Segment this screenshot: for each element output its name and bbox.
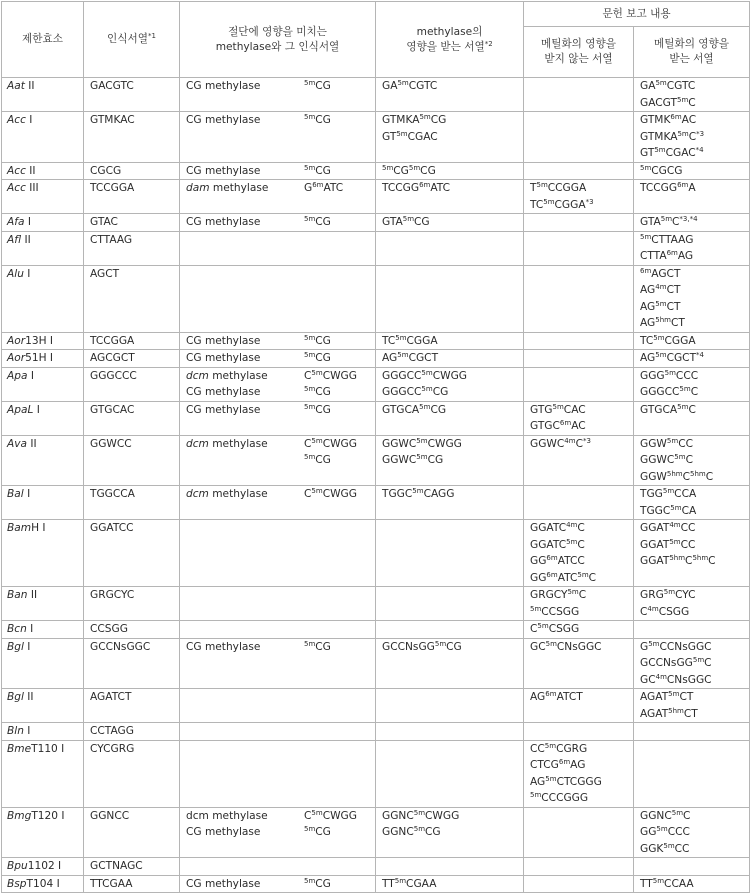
sequence: $G^{5m}CCNsGGC$	[640, 639, 712, 653]
recognition-sequence: CGCG	[84, 162, 180, 180]
recognition-sequence: CYCGRG	[84, 740, 180, 807]
literature-not-affected	[524, 231, 634, 265]
sequence: $GGW^{5m}CC$	[640, 436, 693, 450]
literature-affected	[634, 162, 750, 180]
sequence: $^{5m}$CG	[304, 351, 331, 364]
header-methylase: 절단에 영향을 미치는 methylase와 그 인식서열	[180, 2, 376, 78]
sequence: $^{5m}$CGCG	[640, 163, 683, 177]
recognition-sequence: GGATCC	[84, 520, 180, 587]
sequence: $C^{5m}CSGG$	[530, 622, 580, 635]
methylase-name: dcm methylase	[186, 369, 268, 382]
literature-not-affected	[524, 689, 634, 723]
table-row	[2, 587, 750, 621]
recognition-sequence: GCTNAGC	[84, 858, 180, 876]
methylase-cell	[180, 520, 376, 587]
methylase-cell	[180, 214, 376, 232]
literature-not-affected	[524, 740, 634, 807]
recognition-sequence: GRGCYC	[84, 587, 180, 621]
literature-not-affected	[524, 367, 634, 401]
sequence: $GTMK^{6m}AC$	[640, 113, 697, 126]
recognition-sequence: AGATCT	[84, 689, 180, 723]
sequence: $GGNC^{5m}CG$	[382, 825, 441, 838]
methylase-name: CG methylase	[186, 352, 261, 364]
sequence: $AGAT^{5m}CT$	[640, 690, 694, 703]
recognition-sequence: TTCGAA	[84, 875, 180, 893]
affected-sequence	[376, 78, 524, 112]
sequence: GCCNsGG$^{5m}$C	[640, 656, 712, 669]
literature-not-affected	[524, 638, 634, 689]
recognition-sequence: GTAC	[84, 214, 180, 232]
sequence: $^{5m}$CG	[304, 79, 331, 92]
note-2: *2	[484, 39, 493, 48]
literature-affected	[634, 231, 750, 265]
sequence: $GRGCY^{5m}C$	[530, 588, 587, 601]
affected-sequence	[376, 875, 524, 893]
sequence: $^{5m}$CG	[304, 825, 331, 838]
sequence: $GGAT^{4m}CC$	[640, 521, 696, 534]
literature-not-affected	[524, 875, 634, 893]
sequence: $AG^{5m}CGCT$	[382, 351, 439, 364]
sequence: $C^{5m}CWGG$	[304, 368, 357, 382]
enzyme-name: BspT104 I	[2, 875, 84, 893]
literature-affected	[634, 638, 750, 689]
table-row	[2, 723, 750, 741]
methylase-cell	[180, 350, 376, 368]
enzyme-name: Apa I	[2, 367, 84, 401]
affected-sequence	[376, 486, 524, 520]
literature-affected	[634, 78, 750, 112]
enzyme-name: Bgl I	[2, 638, 84, 689]
sequence: $GA^{5m}CGTC$	[382, 79, 438, 92]
sequence: $^{5m}$CG	[304, 163, 331, 177]
affected-sequence	[376, 435, 524, 486]
enzyme-name: ApaL I	[2, 401, 84, 435]
methylase-cell	[180, 332, 376, 350]
methylase-name: dcm methylase	[186, 437, 268, 450]
sequence: $GC^{5m}CNsGGC$	[530, 639, 602, 653]
sequence: $^{5m}$CG	[304, 876, 331, 890]
recognition-sequence: GGWCC	[84, 435, 180, 486]
literature-not-affected	[524, 486, 634, 520]
methylase-name: CG methylase	[186, 114, 261, 126]
sequence: $GGWC^{5m}CWGG$	[382, 436, 462, 450]
recognition-sequence: CTTAAG	[84, 231, 180, 265]
sequence: $^{6m}$AGCT	[640, 266, 681, 280]
literature-affected	[634, 332, 750, 350]
literature-affected	[634, 350, 750, 368]
literature-affected	[634, 689, 750, 723]
header-enzyme: 제한효소	[2, 2, 84, 78]
sequence: $GTMKA^{5m}C^{*3}$	[640, 129, 705, 143]
affected-sequence	[376, 520, 524, 587]
affected-sequence	[376, 180, 524, 214]
header-not-affected: 메틸화의 영향을 받지 않는 서열	[524, 27, 634, 78]
sequence: $^{5m}$CG	[304, 402, 331, 416]
sequence: $C^{4m}CSGG$	[640, 604, 690, 618]
sequence: $C^{5m}CWGG$	[304, 808, 357, 822]
table-row	[2, 740, 750, 807]
table-row	[2, 689, 750, 723]
methylase-cell	[180, 162, 376, 180]
enzyme-name: Bcn I	[2, 621, 84, 639]
header-recognition: 인식서열$^{*1}$	[84, 2, 180, 78]
literature-not-affected	[524, 180, 634, 214]
methylase-cell	[180, 807, 376, 858]
recognition-sequence: TGGCCA	[84, 486, 180, 520]
affected-sequence	[376, 162, 524, 180]
methylase-name: CG methylase	[186, 877, 261, 890]
sequence: $GGGCC^{5m}C$	[640, 385, 699, 398]
recognition-sequence: GTMKAC	[84, 112, 180, 163]
recognition-sequence: CCSGG	[84, 621, 180, 639]
sequence: $GRG^{5m}CYC$	[640, 588, 696, 601]
methylase-cell	[180, 740, 376, 807]
enzyme-name: Afl II	[2, 231, 84, 265]
recognition-sequence: GCCNsGGC	[84, 638, 180, 689]
methylase-cell	[180, 875, 376, 893]
literature-not-affected	[524, 587, 634, 621]
sequence: $TC^{5m}CGGA$	[382, 333, 438, 347]
sequence: $GT^{5m}CGAC^{*4}$	[640, 146, 704, 159]
affected-sequence	[376, 401, 524, 435]
sequence: $GG^{5m}CCC$	[640, 825, 690, 838]
methylase-cell	[180, 435, 376, 486]
sequence: $G^{6m}ATC$	[304, 181, 344, 194]
sequence: $GGATC^{4m}C$	[530, 521, 585, 534]
sequence: $GG^{6m}ATC^{5m}C$	[530, 570, 597, 584]
methylase-cell	[180, 265, 376, 332]
enzyme-name: BmgT120 I	[2, 807, 84, 858]
sequence: $^{5m}$CG	[304, 453, 331, 466]
table-row	[2, 875, 750, 893]
table-row	[2, 265, 750, 332]
note-1: *1	[147, 32, 156, 40]
sequence: $GG^{6m}ATCC$	[530, 554, 585, 567]
enzyme-name: Bal I	[2, 486, 84, 520]
literature-affected	[634, 180, 750, 214]
methylation-sensitivity-table	[1, 1, 750, 893]
methylase-name	[186, 452, 304, 469]
sequence: $TGGC^{5m}CAGG$	[382, 487, 455, 500]
methylase-cell	[180, 78, 376, 112]
affected-sequence	[376, 350, 524, 368]
table-row	[2, 401, 750, 435]
recognition-sequence: AGCGCT	[84, 350, 180, 368]
sequence: $^{5m}$CG	[304, 385, 331, 398]
sequence: $AG^{5hm}CT$	[640, 316, 685, 329]
sequence: $^{5m}$CG	[304, 333, 331, 347]
sequence: $GTG^{5m}CAC$	[530, 402, 586, 416]
methylase-name: dcm methylase	[186, 488, 268, 500]
table-row	[2, 486, 750, 520]
affected-sequence	[376, 231, 524, 265]
sequence: $T^{5m}CCGGA$	[530, 181, 587, 194]
sequence: $AG^{4m}CT$	[640, 283, 681, 296]
sequence: $AG^{6m}ATCT$	[530, 690, 583, 703]
table-row	[2, 332, 750, 350]
table-row	[2, 162, 750, 180]
methylase-name: CG methylase	[186, 164, 261, 177]
literature-affected	[634, 214, 750, 232]
enzyme-name: BamH I	[2, 520, 84, 587]
sequence: $TCCGG^{6m}A$	[640, 181, 696, 194]
recognition-sequence: GGNCC	[84, 807, 180, 858]
literature-not-affected	[524, 435, 634, 486]
literature-affected	[634, 486, 750, 520]
sequence: $^{5m}$CTTAAG	[640, 232, 694, 246]
recognition-sequence: GACGTC	[84, 78, 180, 112]
enzyme-name: Bgl II	[2, 689, 84, 723]
affected-sequence	[376, 214, 524, 232]
table-row	[2, 638, 750, 689]
sequence: $AG^{5m}CGCT^{*4}$	[640, 351, 705, 364]
sequence: $GTGC^{6m}AC$	[530, 419, 586, 432]
literature-not-affected	[524, 112, 634, 163]
methylase-name: CG methylase	[186, 80, 261, 92]
sequence: $CTCG^{6m}AG$	[530, 758, 586, 771]
methylase-cell	[180, 638, 376, 689]
affected-sequence	[376, 621, 524, 639]
methylase-name: CG methylase	[186, 216, 261, 228]
enzyme-name: Aor51H I	[2, 350, 84, 368]
methylase-name: dam methylase	[186, 182, 269, 194]
sequence: $GTGCA^{5m}C$	[640, 402, 696, 416]
sequence: $GGWC^{4m}C^{*3}$	[530, 436, 591, 450]
enzyme-name: Ban II	[2, 587, 84, 621]
literature-affected	[634, 875, 750, 893]
sequence: $GTA^{5m}CG$	[382, 215, 430, 228]
table-row	[2, 231, 750, 265]
literature-affected	[634, 435, 750, 486]
literature-not-affected	[524, 723, 634, 741]
recognition-sequence: GTGCAC	[84, 401, 180, 435]
table-row	[2, 435, 750, 486]
recognition-sequence: TCCGGA	[84, 332, 180, 350]
methylase-cell	[180, 180, 376, 214]
literature-not-affected	[524, 265, 634, 332]
enzyme-name: BmeT110 I	[2, 740, 84, 807]
literature-affected	[634, 858, 750, 876]
literature-affected	[634, 723, 750, 741]
sequence: GCCNsGG$^{5m}$CG	[382, 639, 462, 653]
affected-sequence	[376, 332, 524, 350]
literature-affected	[634, 621, 750, 639]
literature-not-affected	[524, 214, 634, 232]
literature-affected	[634, 265, 750, 332]
sequence: $^{5m}$CCCGGG	[530, 791, 589, 804]
recognition-sequence: AGCT	[84, 265, 180, 332]
recognition-sequence: CCTAGG	[84, 723, 180, 741]
methylase-cell	[180, 231, 376, 265]
sequence: $GGGCC^{5m}CG$	[382, 385, 449, 398]
enzyme-name: Bpu1102 I	[2, 858, 84, 876]
literature-not-affected	[524, 807, 634, 858]
sequence: $CTTA^{6m}AG$	[640, 249, 694, 262]
sequence: $GGW^{5hm}C^{5hm}C$	[640, 469, 714, 483]
table-row	[2, 214, 750, 232]
table-row	[2, 180, 750, 214]
methylase-cell	[180, 723, 376, 741]
literature-not-affected	[524, 78, 634, 112]
enzyme-name: Aat II	[2, 78, 84, 112]
methylase-name: CG methylase	[186, 386, 261, 398]
literature-affected	[634, 740, 750, 807]
table-row	[2, 621, 750, 639]
affected-sequence	[376, 740, 524, 807]
methylase-cell	[180, 112, 376, 163]
methylase-cell	[180, 689, 376, 723]
sequence: $GGK^{5m}CC$	[640, 841, 690, 855]
header-affected-literature: 메틸화의 영향을 받는 서열	[634, 27, 750, 78]
affected-sequence	[376, 858, 524, 876]
header-affected: methylase의 영향을 받는 서열$^{*2}$	[376, 2, 524, 78]
methylase-name: dcm methylase	[186, 809, 268, 822]
enzyme-name: Ava II	[2, 435, 84, 486]
methylase-name: CG methylase	[186, 826, 261, 838]
table-row	[2, 350, 750, 368]
sequence: $C^{5m}CWGG$	[304, 487, 357, 500]
table-row	[2, 858, 750, 876]
sequence: $^{5m}$CG	[304, 113, 331, 126]
sequence: $CC^{5m}CGRG$	[530, 741, 588, 755]
sequence: $GACGT^{5m}C$	[640, 95, 696, 109]
affected-sequence	[376, 367, 524, 401]
sequence: $GGNC^{5m}CWGG$	[382, 808, 460, 822]
methylase-cell	[180, 621, 376, 639]
affected-sequence	[376, 689, 524, 723]
literature-not-affected	[524, 401, 634, 435]
literature-not-affected	[524, 332, 634, 350]
sequence: $TGG^{5m}CCA$	[640, 487, 697, 500]
sequence: $GTGCA^{5m}CG$	[382, 402, 447, 416]
sequence: $GTA^{5m}C^{*3,*4}$	[640, 215, 698, 228]
methylase-name: CG methylase	[186, 640, 261, 653]
literature-affected	[634, 587, 750, 621]
affected-sequence	[376, 265, 524, 332]
sequence: $^{5m}$CCSGG	[530, 604, 580, 618]
methylase-cell	[180, 367, 376, 401]
sequence: $TCCGG^{6m}ATC$	[382, 181, 451, 194]
table-row	[2, 112, 750, 163]
enzyme-name: Alu I	[2, 265, 84, 332]
sequence: $GGAT^{5m}CC$	[640, 537, 696, 551]
literature-not-affected	[524, 350, 634, 368]
literature-affected	[634, 367, 750, 401]
enzyme-name: Bln I	[2, 723, 84, 741]
literature-not-affected	[524, 520, 634, 587]
enzyme-name: Acc I	[2, 112, 84, 163]
enzyme-name: Afa I	[2, 214, 84, 232]
methylase-cell	[180, 858, 376, 876]
literature-affected	[634, 401, 750, 435]
enzyme-name: Acc II	[2, 162, 84, 180]
sequence: $GGG^{5m}CCC$	[640, 368, 699, 382]
literature-affected	[634, 807, 750, 858]
recognition-sequence: GGGCCC	[84, 367, 180, 401]
sequence: $C^{5m}CWGG$	[304, 436, 357, 450]
enzyme-name: Acc III	[2, 180, 84, 214]
literature-not-affected	[524, 162, 634, 180]
table-row	[2, 367, 750, 401]
sequence: $GGNC^{5m}C$	[640, 808, 691, 822]
header-literature: 문헌 보고 내용	[524, 2, 750, 27]
affected-sequence	[376, 638, 524, 689]
sequence: $GT^{5m}CGAC$	[382, 129, 438, 143]
sequence: $GGWC^{5m}CG$	[382, 453, 444, 466]
methylase-cell	[180, 486, 376, 520]
literature-affected	[634, 112, 750, 163]
literature-not-affected	[524, 858, 634, 876]
sequence: $GGAT^{5hm}C^{5hm}C$	[640, 554, 716, 567]
literature-not-affected	[524, 621, 634, 639]
table-row	[2, 78, 750, 112]
sequence: $GTMKA^{5m}CG$	[382, 113, 447, 126]
table-body	[2, 78, 750, 893]
affected-sequence	[376, 587, 524, 621]
literature-affected	[634, 520, 750, 587]
sequence: $GGWC^{5m}C$	[640, 453, 693, 466]
sequence: $^{5m}$CG	[304, 215, 331, 228]
sequence: $^{5m}$CG	[304, 639, 331, 653]
sequence: $TC^{5m}CGGA^{*3}$	[530, 197, 594, 211]
sequence: $TGGC^{5m}CA$	[640, 503, 697, 517]
methylase-cell	[180, 401, 376, 435]
table-row	[2, 520, 750, 587]
sequence: $AG^{5m}CTCGGG$	[530, 774, 602, 788]
sequence: $GC^{4m}CNsGGC$	[640, 672, 712, 686]
enzyme-name: Aor13H I	[2, 332, 84, 350]
sequence: $GGGCC^{5m}CWGG$	[382, 368, 467, 382]
recognition-sequence: TCCGGA	[84, 180, 180, 214]
sequence: $TC^{5m}CGGA$	[640, 333, 696, 347]
affected-sequence	[376, 723, 524, 741]
sequence: $AG^{5m}CT$	[640, 299, 681, 313]
table-row	[2, 807, 750, 858]
affected-sequence	[376, 112, 524, 163]
affected-sequence	[376, 807, 524, 858]
sequence: $TT^{5m}CGAA$	[382, 876, 437, 890]
sequence: $AGAT^{5hm}CT$	[640, 706, 698, 720]
methylase-cell	[180, 587, 376, 621]
methylase-name: CG methylase	[186, 403, 261, 416]
sequence: $^{5m}CG^{5m}CG$	[382, 163, 436, 177]
sequence: $TT^{5m}CCAA$	[640, 876, 694, 890]
sequence: $GA^{5m}CGTC$	[640, 79, 696, 92]
methylase-name: CG methylase	[186, 334, 261, 347]
sequence: $GGATC^{5m}C$	[530, 537, 585, 551]
